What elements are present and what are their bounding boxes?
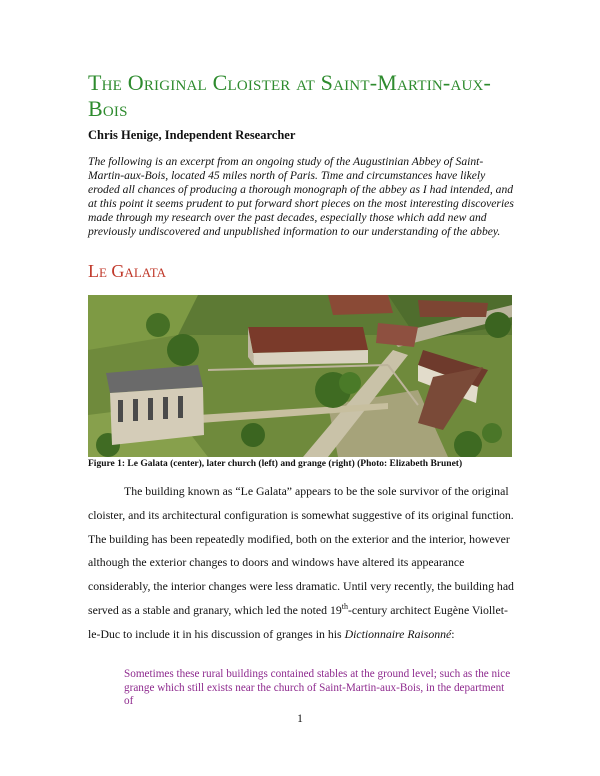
paragraph-text-2: -century architect Eugène Viollet-le-Duc to include it in his discussion of granges in his <box>88 602 508 641</box>
paragraph-text-1: The building known as “Le Galata” appears to be the sole survivor of the original cloister, and its architectural configuration is somewhat suggestive of its original function. The building has been repeatedly modified, both on the exterior and the interior, however although the exterior changes to doors and windows have altered its appearance considerably, the interior changes were less dramatic. Until very recently, the building had served as a stable and granary, which led the noted 19 <box>88 484 514 617</box>
ordinal-superscript: th <box>341 602 348 612</box>
section-heading: Le Galata <box>88 261 166 281</box>
book-title: Dictionnaire Raisonné <box>344 626 452 641</box>
figure-caption: Figure 1: Le Galata (center), later church (left) and grange (right) (Photo: Elizabeth Brunet) <box>88 459 463 469</box>
paragraph-colon: : <box>451 626 455 641</box>
aerial-photo-image <box>88 295 512 457</box>
page-number: 1 <box>297 713 303 725</box>
abstract-paragraph: The following is an excerpt from an ongoing study of the Augustinian Abbey of Saint-Martin-aux-Bois, located 45 miles north of Paris. Time and circumstances have likely eroded all chances of producing a thorough monograph of the abbey as I had intended, and at this point it seems prudent to put forward short pieces on the most interesting discoveries made through my research over the past decades, especially those which add new and previously undiscovered and unpublished information to our understanding of the abbey. <box>88 155 514 239</box>
paragraph-1 <box>88 480 514 647</box>
author-line: Chris Henige, Independent Researcher <box>88 128 296 142</box>
body-paragraph <box>88 480 514 647</box>
block-quote: Sometimes these rural buildings contained stables at the ground level; such as the nice grange which still exists near the church of Saint-Martin-aux-Bois, in the department of <box>124 668 511 708</box>
page-title: The Original Cloister at Saint-Martin-aux-Bois <box>88 70 492 121</box>
aerial-photo-figure <box>88 295 512 457</box>
